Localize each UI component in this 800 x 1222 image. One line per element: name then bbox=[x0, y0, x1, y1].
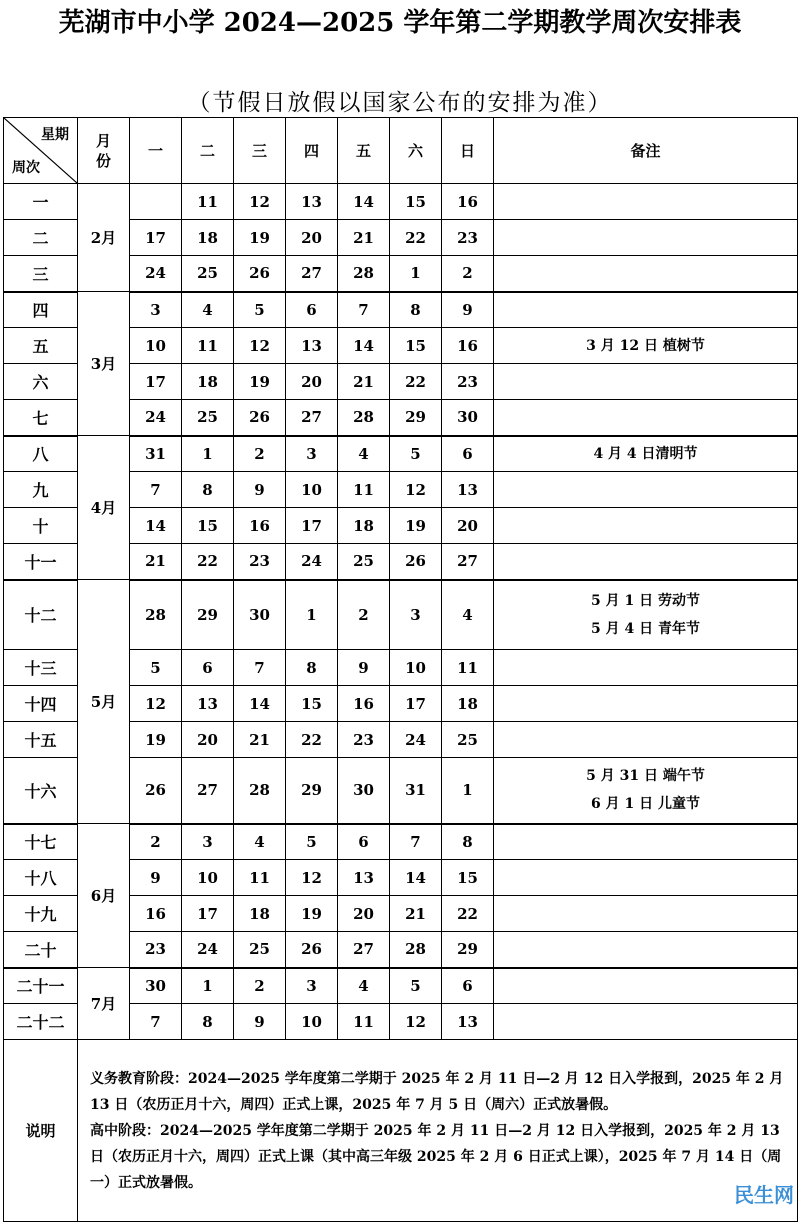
day-cell-tue: 6 bbox=[182, 650, 234, 686]
table-row bbox=[4, 824, 798, 860]
day-cell-thu: 8 bbox=[286, 650, 338, 686]
day-cell-thu: 17 bbox=[286, 508, 338, 544]
table-row bbox=[4, 968, 798, 1004]
day-cell-thu: 12 bbox=[286, 860, 338, 896]
day-cell-sun: 9 bbox=[442, 292, 494, 328]
day-cell-sun: 23 bbox=[442, 220, 494, 256]
description-text bbox=[78, 1040, 798, 1222]
note-line: 6 月 1 日 儿童节 bbox=[591, 796, 700, 813]
note-cell bbox=[494, 860, 798, 896]
note-line: 3 月 12 日 植树节 bbox=[586, 337, 705, 354]
day-cell-tue: 13 bbox=[182, 686, 234, 722]
day-cell-tue: 18 bbox=[182, 220, 234, 256]
week-cell: 十五 bbox=[4, 722, 78, 758]
week-cell: 十三 bbox=[4, 650, 78, 686]
day-cell-mon: 26 bbox=[130, 758, 182, 824]
description-label: 说明 bbox=[4, 1040, 78, 1222]
week-cell: 二十二 bbox=[4, 1004, 78, 1040]
week-cell: 十二 bbox=[4, 580, 78, 650]
note-cell bbox=[494, 436, 798, 472]
day-cell-tue: 25 bbox=[182, 256, 234, 292]
day-cell-sun: 30 bbox=[442, 400, 494, 436]
day-cell-wed: 19 bbox=[234, 220, 286, 256]
table-row bbox=[4, 184, 798, 220]
day-header-thu: 四 bbox=[286, 118, 338, 184]
day-cell-mon: 21 bbox=[130, 544, 182, 580]
note-cell bbox=[494, 758, 798, 824]
day-cell-tue: 29 bbox=[182, 580, 234, 650]
day-cell-fri: 11 bbox=[338, 1004, 390, 1040]
note-line: 5 月 4 日 青年节 bbox=[591, 620, 700, 637]
day-cell-fri: 9 bbox=[338, 650, 390, 686]
schedule-table bbox=[3, 117, 798, 1222]
day-cell-thu: 22 bbox=[286, 722, 338, 758]
day-cell-wed: 25 bbox=[234, 932, 286, 968]
day-cell-wed: 5 bbox=[234, 292, 286, 328]
week-cell: 二十 bbox=[4, 932, 78, 968]
day-cell-fri: 21 bbox=[338, 364, 390, 400]
note-cell bbox=[494, 328, 798, 364]
day-cell-tue: 22 bbox=[182, 544, 234, 580]
week-cell: 十九 bbox=[4, 896, 78, 932]
week-cell: 十八 bbox=[4, 860, 78, 896]
day-cell-sat: 31 bbox=[390, 758, 442, 824]
day-cell-sat: 3 bbox=[390, 580, 442, 650]
day-cell-thu: 3 bbox=[286, 968, 338, 1004]
day-cell-fri: 16 bbox=[338, 686, 390, 722]
day-cell-tue: 8 bbox=[182, 472, 234, 508]
day-cell-wed: 21 bbox=[234, 722, 286, 758]
day-cell-tue: 20 bbox=[182, 722, 234, 758]
day-cell-fri: 18 bbox=[338, 508, 390, 544]
day-cell-fri: 27 bbox=[338, 932, 390, 968]
day-cell-sat: 26 bbox=[390, 544, 442, 580]
day-cell-mon: 19 bbox=[130, 722, 182, 758]
description-highschool: 高中阶段：2024—2025 学年度第二学期于 2025 年 2 月 11 日—2 月 12 日入学报到，2025 年 2 月 13 日（农历正月十六，周四）正式上课（其中高三年级 2025 年 2 月 6 日正式上课），2025 年 7 月 14 日（周一）正式放暑假。 bbox=[90, 1122, 782, 1191]
day-cell-sun: 16 bbox=[442, 328, 494, 364]
note-line: 5 月 31 日 端午节 bbox=[586, 768, 705, 785]
note-line: 5 月 1 日 劳动节 bbox=[591, 592, 700, 609]
table-row bbox=[4, 292, 798, 328]
day-cell-sun: 22 bbox=[442, 896, 494, 932]
day-cell-tue: 24 bbox=[182, 932, 234, 968]
month-header bbox=[78, 118, 130, 184]
day-cell-sun: 13 bbox=[442, 1004, 494, 1040]
day-cell-tue: 1 bbox=[182, 436, 234, 472]
day-cell-tue: 3 bbox=[182, 824, 234, 860]
month-cell: 2月 bbox=[78, 184, 130, 292]
day-cell-thu: 26 bbox=[286, 932, 338, 968]
day-cell-mon: 17 bbox=[130, 364, 182, 400]
week-cell: 七 bbox=[4, 400, 78, 436]
day-cell-tue: 4 bbox=[182, 292, 234, 328]
note-cell bbox=[494, 968, 798, 1004]
day-cell-sun: 6 bbox=[442, 436, 494, 472]
day-cell-sun: 23 bbox=[442, 364, 494, 400]
week-cell: 十七 bbox=[4, 824, 78, 860]
note-cell bbox=[494, 544, 798, 580]
day-cell-mon: 5 bbox=[130, 650, 182, 686]
day-cell-sat: 15 bbox=[390, 184, 442, 220]
day-cell-wed: 28 bbox=[234, 758, 286, 824]
day-cell-fri: 2 bbox=[338, 580, 390, 650]
week-cell: 二十一 bbox=[4, 968, 78, 1004]
note-cell bbox=[494, 472, 798, 508]
day-cell-fri: 4 bbox=[338, 968, 390, 1004]
day-cell-sat: 5 bbox=[390, 436, 442, 472]
week-cell: 四 bbox=[4, 292, 78, 328]
day-cell-thu: 13 bbox=[286, 184, 338, 220]
day-cell-fri: 25 bbox=[338, 544, 390, 580]
week-cell: 三 bbox=[4, 256, 78, 292]
day-cell-sun: 29 bbox=[442, 932, 494, 968]
day-cell-sun: 16 bbox=[442, 184, 494, 220]
day-cell-sun: 2 bbox=[442, 256, 494, 292]
day-cell-wed: 11 bbox=[234, 860, 286, 896]
day-cell-tue: 27 bbox=[182, 758, 234, 824]
note-cell bbox=[494, 400, 798, 436]
day-cell-wed: 23 bbox=[234, 544, 286, 580]
day-cell-fri: 6 bbox=[338, 824, 390, 860]
day-header-tue: 二 bbox=[182, 118, 234, 184]
day-header-wed: 三 bbox=[234, 118, 286, 184]
day-cell-sat: 1 bbox=[390, 256, 442, 292]
day-cell-thu: 10 bbox=[286, 472, 338, 508]
day-cell-mon: 10 bbox=[130, 328, 182, 364]
week-cell: 八 bbox=[4, 436, 78, 472]
diagonal-header-cell bbox=[4, 118, 78, 184]
day-cell-mon: 28 bbox=[130, 580, 182, 650]
week-cell: 六 bbox=[4, 364, 78, 400]
day-cell-sun: 27 bbox=[442, 544, 494, 580]
table-row bbox=[4, 580, 798, 650]
day-cell-thu: 19 bbox=[286, 896, 338, 932]
note-cell bbox=[494, 256, 798, 292]
day-cell-mon: 2 bbox=[130, 824, 182, 860]
day-cell-tue: 8 bbox=[182, 1004, 234, 1040]
day-cell-sun: 25 bbox=[442, 722, 494, 758]
day-cell-sat: 12 bbox=[390, 472, 442, 508]
note-cell bbox=[494, 220, 798, 256]
week-cell: 九 bbox=[4, 472, 78, 508]
day-header-mon: 一 bbox=[130, 118, 182, 184]
day-cell-mon: 23 bbox=[130, 932, 182, 968]
day-cell-mon: 7 bbox=[130, 472, 182, 508]
page-subtitle: （节假日放假以国家公布的安排为准） bbox=[187, 90, 613, 116]
day-cell-wed: 4 bbox=[234, 824, 286, 860]
description-compulsory: 义务教育阶段：2024—2025 学年度第二学期于 2025 年 2 月 11 日—2 月 12 日入学报到，2025 年 2 月 13 日（农历正月十六，周四）正式上课，2025 年 7 月 5 日（周六）正式放暑假。 bbox=[90, 1070, 784, 1113]
day-cell-wed: 7 bbox=[234, 650, 286, 686]
day-cell-fri: 14 bbox=[338, 328, 390, 364]
day-cell-sat: 7 bbox=[390, 824, 442, 860]
day-cell-sat: 19 bbox=[390, 508, 442, 544]
note-cell bbox=[494, 364, 798, 400]
day-cell-sat: 8 bbox=[390, 292, 442, 328]
day-cell-thu: 27 bbox=[286, 400, 338, 436]
day-cell-sat: 5 bbox=[390, 968, 442, 1004]
diag-label-week: 周次 bbox=[12, 160, 40, 176]
note-cell bbox=[494, 580, 798, 650]
week-cell: 十 bbox=[4, 508, 78, 544]
note-cell bbox=[494, 1004, 798, 1040]
day-cell-mon: 9 bbox=[130, 860, 182, 896]
day-cell-thu: 1 bbox=[286, 580, 338, 650]
day-cell-thu: 20 bbox=[286, 220, 338, 256]
day-cell-wed: 30 bbox=[234, 580, 286, 650]
note-cell bbox=[494, 722, 798, 758]
day-cell-sun: 4 bbox=[442, 580, 494, 650]
month-cell: 4月 bbox=[78, 436, 130, 580]
day-cell-sat: 22 bbox=[390, 220, 442, 256]
day-cell-thu: 15 bbox=[286, 686, 338, 722]
day-cell-fri: 28 bbox=[338, 400, 390, 436]
day-cell-fri: 21 bbox=[338, 220, 390, 256]
day-cell-fri: 23 bbox=[338, 722, 390, 758]
table-row bbox=[4, 436, 798, 472]
day-cell-tue: 18 bbox=[182, 364, 234, 400]
day-cell-wed: 16 bbox=[234, 508, 286, 544]
schedule-body bbox=[4, 184, 798, 1222]
day-cell-thu: 6 bbox=[286, 292, 338, 328]
day-cell-wed: 19 bbox=[234, 364, 286, 400]
day-cell-thu: 29 bbox=[286, 758, 338, 824]
day-cell-wed: 2 bbox=[234, 968, 286, 1004]
note-header: 备注 bbox=[494, 118, 798, 184]
day-cell-tue: 15 bbox=[182, 508, 234, 544]
day-cell-sun: 13 bbox=[442, 472, 494, 508]
day-cell-sat: 17 bbox=[390, 686, 442, 722]
day-cell-fri: 20 bbox=[338, 896, 390, 932]
day-cell-thu: 3 bbox=[286, 436, 338, 472]
day-cell-sat: 24 bbox=[390, 722, 442, 758]
week-cell: 十一 bbox=[4, 544, 78, 580]
watermark-logo: 民生网 bbox=[734, 1183, 794, 1207]
note-cell bbox=[494, 650, 798, 686]
day-cell-tue: 11 bbox=[182, 184, 234, 220]
day-cell-wed: 26 bbox=[234, 256, 286, 292]
description-row bbox=[4, 1040, 798, 1222]
day-cell-fri: 28 bbox=[338, 256, 390, 292]
diag-label-weekday: 星期 bbox=[41, 127, 69, 143]
note-cell bbox=[494, 824, 798, 860]
week-cell: 一 bbox=[4, 184, 78, 220]
day-cell-sat: 14 bbox=[390, 860, 442, 896]
day-cell-wed: 12 bbox=[234, 328, 286, 364]
day-cell-fri: 14 bbox=[338, 184, 390, 220]
day-cell-mon: 12 bbox=[130, 686, 182, 722]
day-cell-sun: 18 bbox=[442, 686, 494, 722]
day-cell-wed: 9 bbox=[234, 1004, 286, 1040]
day-cell-mon: 24 bbox=[130, 256, 182, 292]
day-cell-sun: 20 bbox=[442, 508, 494, 544]
day-cell-wed: 2 bbox=[234, 436, 286, 472]
day-cell-thu: 24 bbox=[286, 544, 338, 580]
day-cell-thu: 5 bbox=[286, 824, 338, 860]
note-cell bbox=[494, 686, 798, 722]
note-cell bbox=[494, 896, 798, 932]
day-cell-sat: 21 bbox=[390, 896, 442, 932]
day-cell-sat: 22 bbox=[390, 364, 442, 400]
day-cell-thu: 10 bbox=[286, 1004, 338, 1040]
month-header-line2: 份 bbox=[95, 151, 111, 170]
day-cell-thu: 27 bbox=[286, 256, 338, 292]
month-cell: 6月 bbox=[78, 824, 130, 968]
day-cell-fri: 4 bbox=[338, 436, 390, 472]
day-cell-sat: 29 bbox=[390, 400, 442, 436]
day-cell-mon: 17 bbox=[130, 220, 182, 256]
week-cell: 五 bbox=[4, 328, 78, 364]
day-cell-sun: 1 bbox=[442, 758, 494, 824]
page-title: 芜湖市中小学 2024—2025 学年第二学期教学周次安排表 bbox=[58, 8, 742, 38]
day-cell-thu: 13 bbox=[286, 328, 338, 364]
day-cell-mon: 3 bbox=[130, 292, 182, 328]
day-cell-wed: 9 bbox=[234, 472, 286, 508]
month-cell: 5月 bbox=[78, 580, 130, 824]
week-cell: 十六 bbox=[4, 758, 78, 824]
month-cell: 7月 bbox=[78, 968, 130, 1040]
note-cell bbox=[494, 508, 798, 544]
week-cell: 十四 bbox=[4, 686, 78, 722]
day-cell-sat: 15 bbox=[390, 328, 442, 364]
day-header-sat: 六 bbox=[390, 118, 442, 184]
day-cell-sun: 11 bbox=[442, 650, 494, 686]
day-cell-tue: 11 bbox=[182, 328, 234, 364]
day-cell-tue: 25 bbox=[182, 400, 234, 436]
day-cell-sun: 15 bbox=[442, 860, 494, 896]
day-cell-wed: 14 bbox=[234, 686, 286, 722]
day-cell-mon: 14 bbox=[130, 508, 182, 544]
day-cell-mon: 7 bbox=[130, 1004, 182, 1040]
day-cell-sat: 12 bbox=[390, 1004, 442, 1040]
day-cell-wed: 26 bbox=[234, 400, 286, 436]
month-header-line1: 月 bbox=[95, 131, 111, 150]
day-cell-tue: 10 bbox=[182, 860, 234, 896]
day-cell-sat: 10 bbox=[390, 650, 442, 686]
day-cell-wed: 18 bbox=[234, 896, 286, 932]
day-cell-wed: 12 bbox=[234, 184, 286, 220]
week-cell: 二 bbox=[4, 220, 78, 256]
day-cell-mon: 24 bbox=[130, 400, 182, 436]
day-cell-sun: 6 bbox=[442, 968, 494, 1004]
day-cell-thu: 20 bbox=[286, 364, 338, 400]
day-cell-mon: 30 bbox=[130, 968, 182, 1004]
day-cell-fri: 30 bbox=[338, 758, 390, 824]
day-cell-mon: 31 bbox=[130, 436, 182, 472]
month-cell: 3月 bbox=[78, 292, 130, 436]
day-header-fri: 五 bbox=[338, 118, 390, 184]
day-cell-sat: 28 bbox=[390, 932, 442, 968]
note-cell bbox=[494, 184, 798, 220]
day-cell-mon bbox=[130, 184, 182, 220]
note-line: 4 月 4 日清明节 bbox=[593, 445, 698, 462]
day-cell-fri: 7 bbox=[338, 292, 390, 328]
day-cell-fri: 11 bbox=[338, 472, 390, 508]
day-cell-mon: 16 bbox=[130, 896, 182, 932]
note-cell bbox=[494, 292, 798, 328]
day-cell-tue: 17 bbox=[182, 896, 234, 932]
day-header-sun: 日 bbox=[442, 118, 494, 184]
day-cell-fri: 13 bbox=[338, 860, 390, 896]
day-cell-sun: 8 bbox=[442, 824, 494, 860]
note-cell bbox=[494, 932, 798, 968]
day-cell-tue: 1 bbox=[182, 968, 234, 1004]
